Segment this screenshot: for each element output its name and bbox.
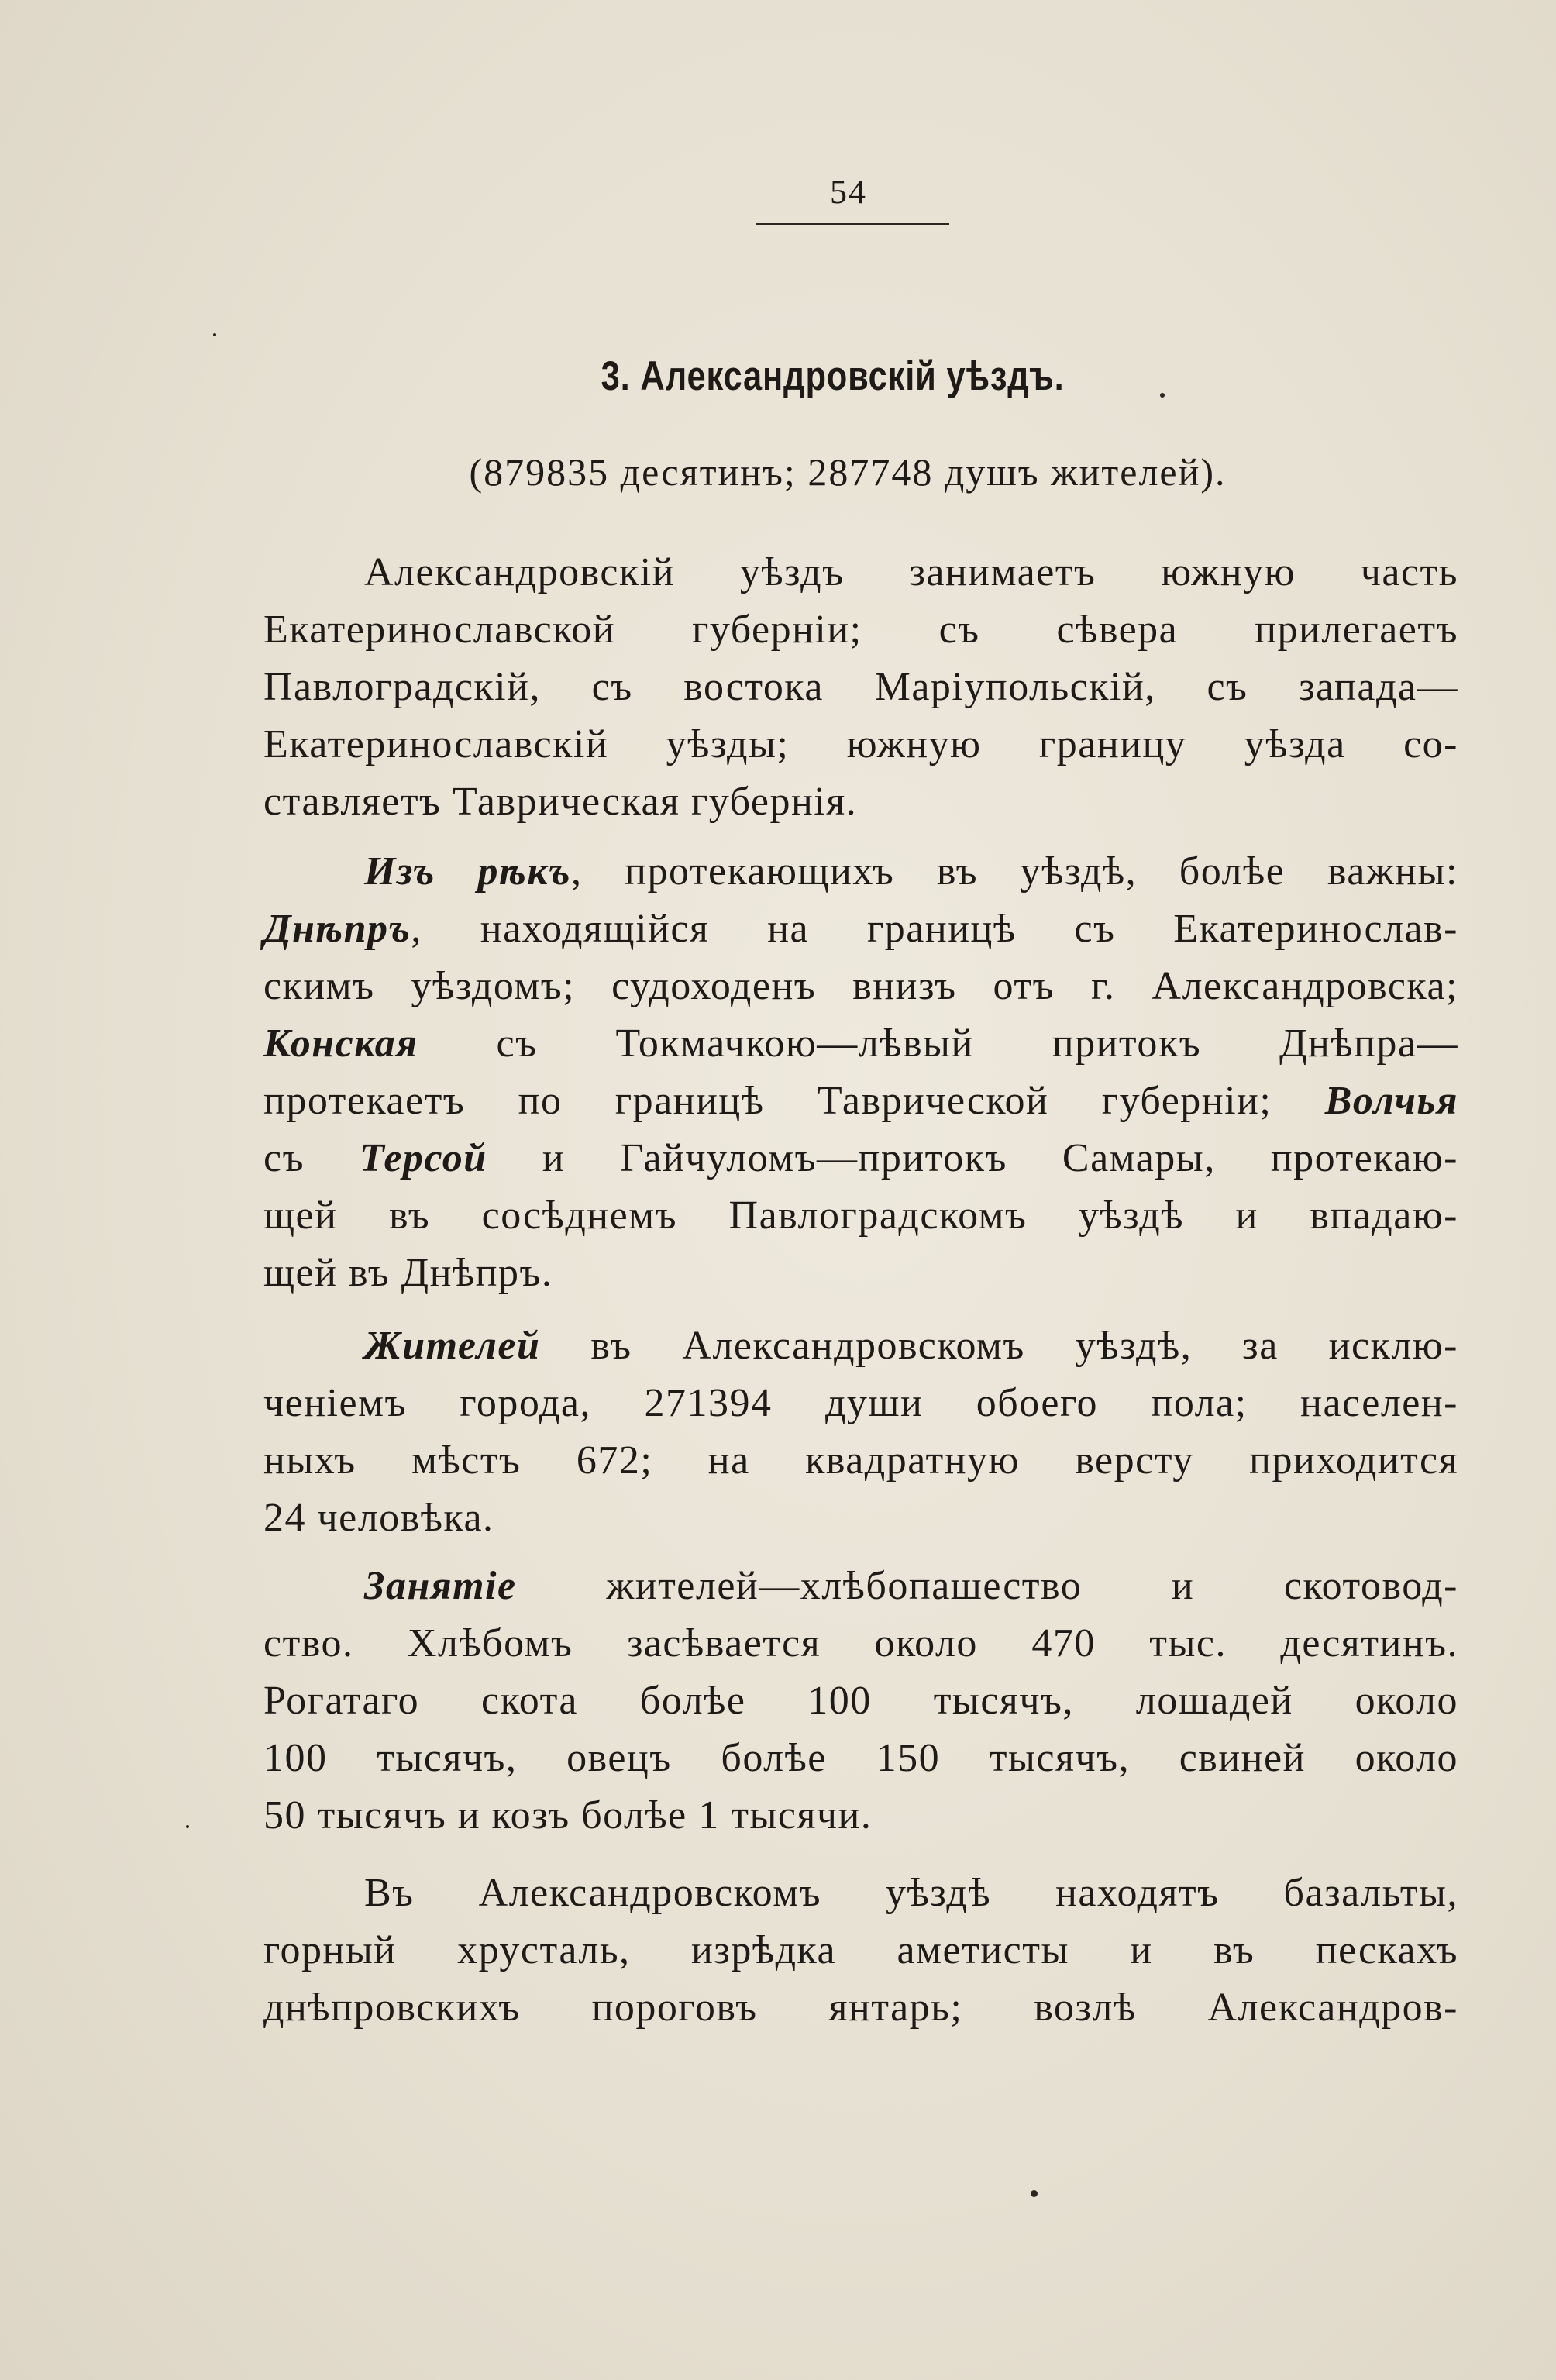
text-line: 100 тысячъ, овецъ болѣе 150 тысячъ, свиней около bbox=[263, 1736, 1458, 1780]
paragraph-rivers bbox=[263, 843, 1458, 1302]
text-line: ченіемъ города, 271394 души обоего пола; населен- bbox=[263, 1381, 1458, 1425]
text-run: , находящійся на границѣ съ Екатеринослав- bbox=[411, 907, 1458, 951]
text-line bbox=[263, 1015, 1458, 1073]
text-line: скимъ уѣздомъ; судоходенъ внизъ отъ г. Александровска; bbox=[263, 964, 1458, 1008]
text-line: 24 человѣка. bbox=[263, 1496, 494, 1540]
text-line bbox=[263, 1073, 1458, 1130]
paper-speck bbox=[213, 333, 216, 336]
text-line: Рогатаго скота болѣе 100 тысячъ, лошадей около bbox=[263, 1679, 1458, 1723]
text-line bbox=[263, 901, 1458, 958]
text-line: щей въ Днѣпръ. bbox=[263, 1251, 553, 1295]
paper-speck bbox=[1031, 2190, 1038, 2197]
text-line: днѣпровскихъ пороговъ янтарь; возлѣ Александров- bbox=[263, 1986, 1458, 2030]
emphasis-term: Занятіе bbox=[364, 1564, 517, 1608]
text-line: Павлоградскій, съ востока Маріупольскій, съ запада— bbox=[263, 665, 1458, 709]
text-line bbox=[263, 1317, 1458, 1375]
text-line: Екатеринославской губерніи; съ сѣвера прилегаетъ bbox=[263, 608, 1458, 652]
text-run: съ bbox=[263, 1136, 360, 1180]
emphasis-term: Конская bbox=[263, 1021, 418, 1066]
text-line bbox=[263, 1558, 1458, 1615]
text-line: ство. Хлѣбомъ засѣвается около 470 тыс. десятинъ. bbox=[263, 1621, 1458, 1665]
text-run: протекаетъ по границѣ Таврической губерніи; bbox=[263, 1079, 1325, 1123]
text-line: Екатеринославскій уѣзды; южную границу уѣзда со- bbox=[263, 722, 1458, 766]
text-run: , протекающихъ въ уѣздѣ, болѣе важны: bbox=[571, 849, 1458, 894]
page-number: 54 bbox=[830, 173, 867, 211]
text-line: 50 тысячъ и козъ болѣе 1 тысячи. bbox=[263, 1793, 873, 1838]
paper-speck bbox=[1160, 393, 1165, 398]
text-run: и Гайчуломъ—притокъ Самары, протекаю- bbox=[487, 1136, 1458, 1180]
paper-speck bbox=[186, 1825, 189, 1828]
emphasis-term: Волчья bbox=[1324, 1079, 1458, 1123]
page-number-rule bbox=[756, 223, 949, 225]
text-line bbox=[263, 843, 1458, 901]
paragraph-location bbox=[263, 544, 1458, 831]
text-line bbox=[263, 1130, 1458, 1187]
text-line: Александровскій уѣздъ занимаетъ южную часть bbox=[364, 550, 1458, 594]
text-line: Въ Александровскомъ уѣздѣ находятъ базальты, bbox=[364, 1871, 1458, 1915]
emphasis-term: Изъ рѣкъ bbox=[364, 849, 571, 894]
paragraph-population bbox=[263, 1317, 1458, 1547]
text-line: горный хрусталь, изрѣдка аметисты и въ пескахъ bbox=[263, 1928, 1458, 1972]
text-run: жителей—хлѣбопашество и скотовод- bbox=[516, 1564, 1458, 1608]
emphasis-term: Днѣпръ bbox=[263, 907, 411, 951]
emphasis-term: Жителей bbox=[364, 1324, 541, 1368]
section-subtitle: (879835 десятинъ; 287748 душъ жителей). bbox=[469, 450, 1227, 494]
text-line: ныхъ мѣстъ 672; на квадратную версту приходится bbox=[263, 1438, 1458, 1483]
emphasis-term: Терсой bbox=[360, 1136, 487, 1180]
paragraph-minerals bbox=[263, 1865, 1458, 2037]
text-line: щей въ сосѣднемъ Павлоградскомъ уѣздѣ и впадаю- bbox=[263, 1193, 1458, 1238]
paragraph-occupation bbox=[263, 1558, 1458, 1844]
text-run: въ Александровскомъ уѣздѣ, за исклю- bbox=[540, 1324, 1458, 1368]
text-run: съ Токмачкою—лѣвый притокъ Днѣпра— bbox=[418, 1021, 1458, 1066]
text-line: ставляетъ Таврическая губернія. bbox=[263, 780, 858, 824]
section-heading: 3. Александровскій уѣздъ. bbox=[601, 353, 1065, 399]
